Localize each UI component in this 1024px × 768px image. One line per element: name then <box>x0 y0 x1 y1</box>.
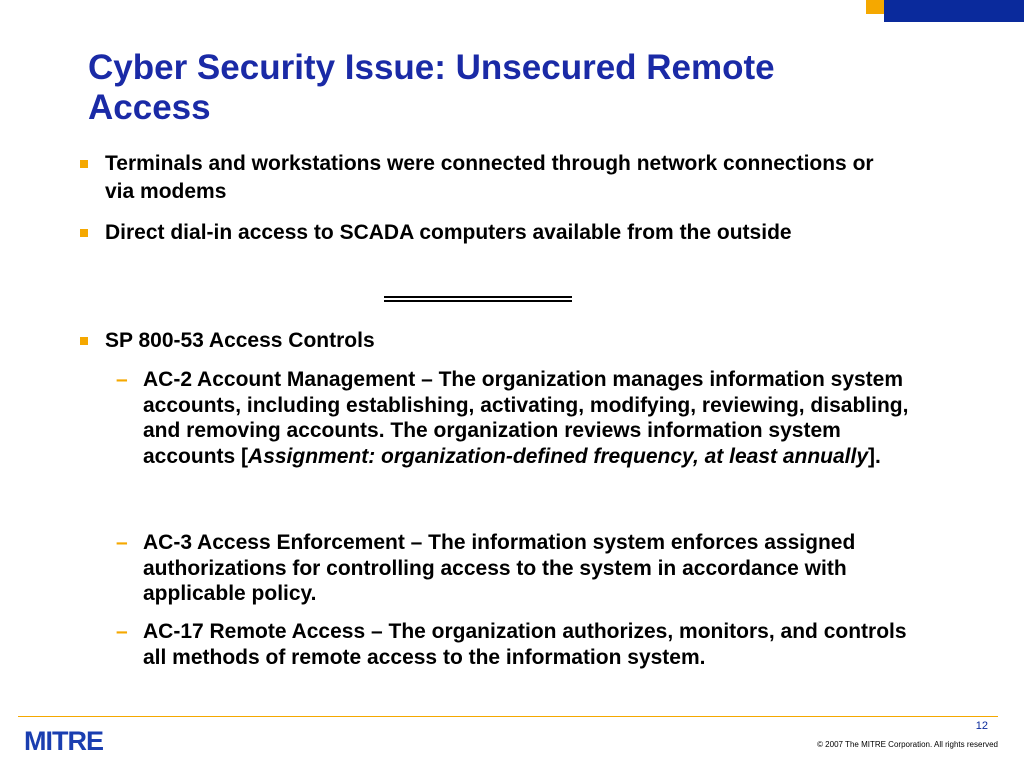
subbullet-ac17: AC-17 Remote Access – The organization authorizes, monitors, and controls all methods of remote access to the information system. <box>143 620 907 669</box>
ac2-end: ]. <box>868 444 881 468</box>
copyright-notice: © 2007 The MITRE Corporation. All rights reserved <box>817 740 998 749</box>
footer-divider <box>18 716 998 717</box>
slide-title: Cyber Security Issue: Unsecured Remote Access <box>88 48 775 127</box>
square-bullet-icon <box>80 337 88 345</box>
corner-accent-blue <box>884 0 1024 22</box>
mitre-logo: MITRE <box>24 726 103 756</box>
dash-bullet-icon: – <box>116 368 128 391</box>
dash-bullet-icon: – <box>116 620 128 643</box>
bullet-sp800-53: SP 800-53 Access Controls <box>105 329 375 352</box>
square-bullet-icon <box>80 229 88 237</box>
ac2-assignment: Assignment: organization-defined frequency, at least annually <box>248 444 869 468</box>
square-bullet-icon <box>80 160 88 168</box>
double-divider <box>384 296 572 302</box>
page-number: 12 <box>975 720 988 732</box>
subbullet-ac2 <box>143 367 923 469</box>
corner-accent-gold <box>866 0 884 14</box>
ac2-text: AC-2 Account Management – The organization manages information system accounts, including establishing, activating, modifying, reviewing, disabling, and removing accounts. The organization reviews information system accounts [ <box>143 368 909 468</box>
bullet-dial-in: Direct dial-in access to SCADA computers available from the outside <box>105 221 792 244</box>
dash-bullet-icon: – <box>116 531 128 554</box>
bullet-terminals: Terminals and workstations were connected through network connections or via modems <box>105 152 874 203</box>
subbullet-ac3: AC-3 Access Enforcement – The information system enforces assigned authorizations for controlling access to the system in accordance with applicable policy. <box>143 531 856 605</box>
